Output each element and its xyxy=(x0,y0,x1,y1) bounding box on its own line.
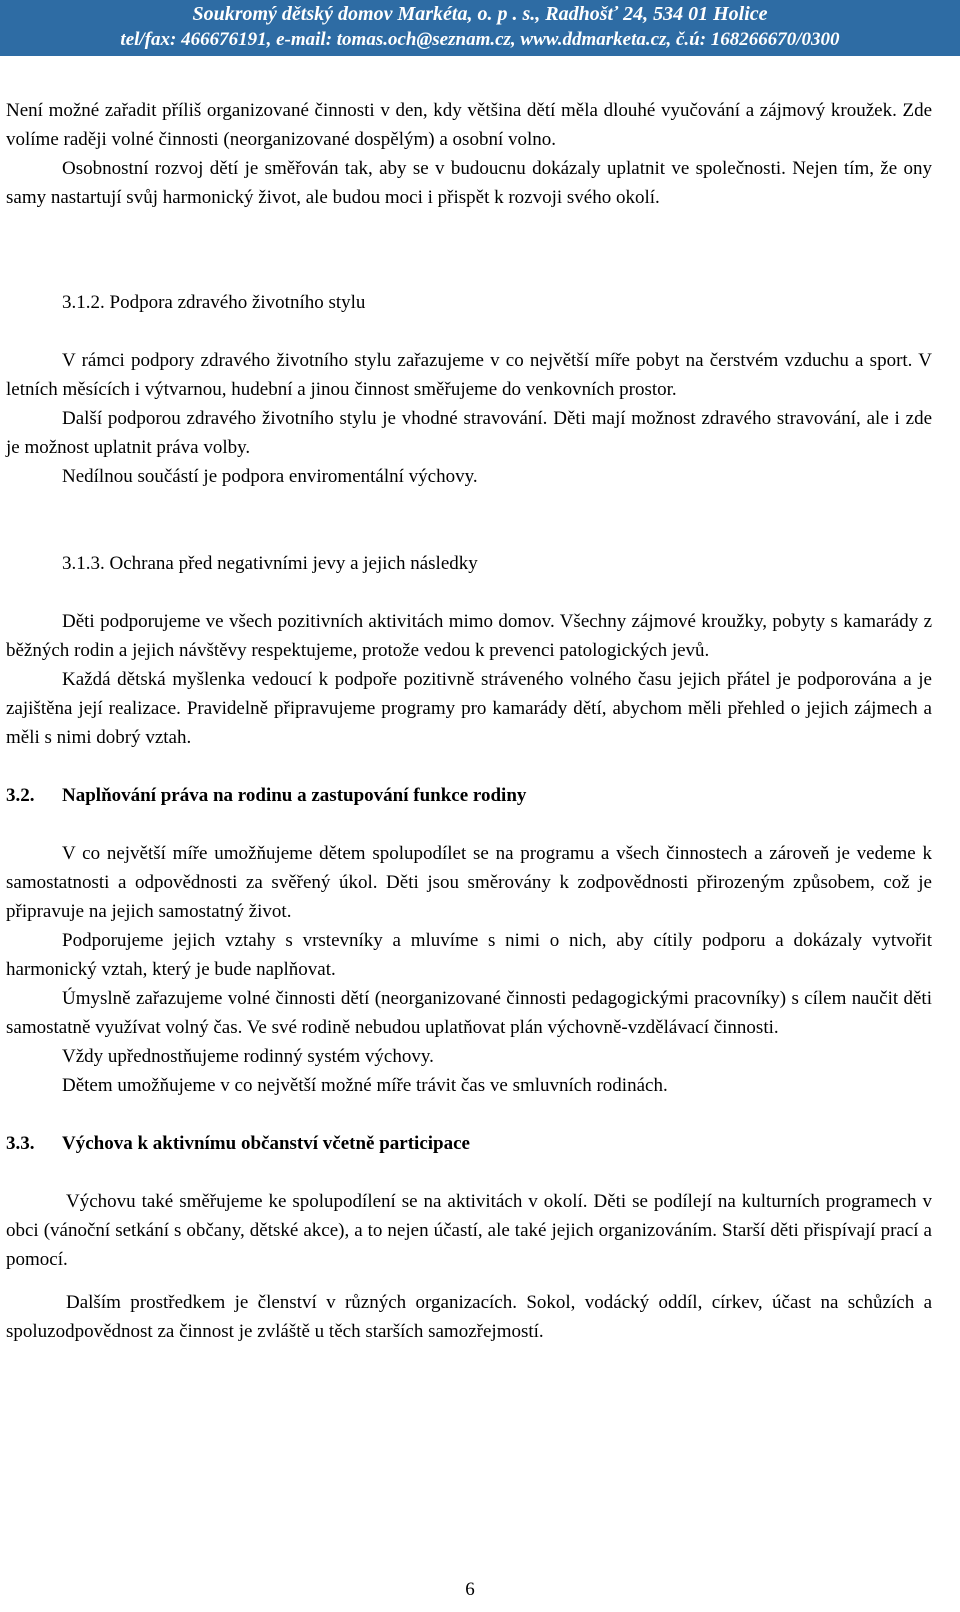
section-heading-3-1-2: 3.1.2. Podpora zdravého životního stylu xyxy=(62,292,366,313)
s32-paragraph-2: Podporujeme jejich vztahy s vrstevníky a mluvíme s nimi o nich, aby cítily podporu a dokázaly vytvořit harmonický vztah, který je bude naplňovat. xyxy=(6,930,932,980)
intro-paragraph-1: Není možné zařadit příliš organizované činnosti v den, kdy většina dětí měla dlouhé vyučování a zájmový kroužek. Zde volíme raději volné činnosti (neorganizované dospělým) a osobní volno. xyxy=(6,100,932,150)
page-number: 6 xyxy=(465,1579,475,1600)
section-number: 3.2. xyxy=(6,785,35,806)
s32-paragraph-4: Vždy upřednostňujeme rodinný systém výchovy. xyxy=(62,1046,434,1067)
section-title: Výchova k aktivnímu občanství včetně participace xyxy=(62,1133,470,1154)
s33-paragraph-1: Výchovu také směřujeme ke spolupodílení se na aktivitách v okolí. Děti se podílejí na kulturních programech v obci (vánoční setkání s občany, dětské akce), a to nejen účastí, ale také jejich organizováním. Starší děti přispívají prací a pomocí. xyxy=(6,1191,932,1270)
s313-paragraph-1: Děti podporujeme ve všech pozitivních aktivitách mimo domov. Všechny zájmové kroužky, pobyty s kamarády z běžných rodin a jejich návštěvy respektujeme, protože vedou k prevenci patologických jevů. xyxy=(6,611,932,661)
s313-paragraph-2: Každá dětská myšlenka vedoucí k podpoře pozitivně stráveného volného času jejich přátel je podporována a je zajištěna její realizace. Pravidelně připravujeme programy pro kamarády dětí, abychom měli přehled o jejich zájmech a měli s nimi dobrý vztah. xyxy=(6,669,932,748)
header-address: Soukromý dětský domov Markéta, o. p . s., Radhošť 24, 534 01 Holice xyxy=(192,3,768,25)
intro-paragraph-2: Osobnostní rozvoj dětí je směřován tak, aby se v budoucnu dokázaly uplatnit ve společnosti. Nejen tím, že ony samy nastartují svůj harmonický život, ale budou moci i přispět k rozvoji svého okolí. xyxy=(6,158,932,208)
s32-paragraph-1: V co největší míře umožňujeme dětem spolupodílet se na programu a všech činnostech a zároveň je vedeme k samostatnosti a odpovědnosti za svěřený úkol. Děti jsou směrovány k zodpovědnosti přirozeným způsobem, což je připravuje na jejich samostatný život. xyxy=(6,843,932,922)
section-heading-3-2 xyxy=(6,781,932,810)
document-body xyxy=(6,96,932,1346)
s32-paragraph-5: Dětem umožňujeme v co největší možné míře trávit čas ve smluvních rodinách. xyxy=(62,1075,668,1096)
page-header xyxy=(0,0,960,56)
section-heading-3-1-3: 3.1.3. Ochrana před negativními jevy a jejich následky xyxy=(62,553,478,574)
section-title: Naplňování práva na rodinu a zastupování funkce rodiny xyxy=(62,785,527,806)
s33-paragraph-2: Dalším prostředkem je členství v různých organizacích. Sokol, vodácký oddíl, církev, účast na schůzích a spoluzodpovědnost za činnost je zvláště u těch starších samozřejmostí. xyxy=(6,1292,932,1342)
s32-paragraph-3: Úmyslně zařazujeme volné činnosti dětí (neorganizované činnosti pedagogickými pracovníky) s cílem naučit děti samostatně využívat volný čas. Ve své rodině nebudou uplatňovat plán výchovně-vzdělávací činnosti. xyxy=(6,988,932,1038)
section-heading-3-3 xyxy=(6,1129,932,1158)
s312-paragraph-1: V rámci podpory zdravého životního stylu zařazujeme v co největší míře pobyt na čerstvém vzduchu a sport. V letních měsících i výtvarnou, hudební a jinou činnost směřujeme do venkovních prostor. xyxy=(6,350,932,400)
header-contact: tel/fax: 466676191, e-mail: tomas.och@seznam.cz, www.ddmarketa.cz, č.ú: 168266670/0300 xyxy=(120,29,840,50)
s312-paragraph-2: Další podporou zdravého životního stylu je vhodné stravování. Děti mají možnost zdravého stravování, ale i zde je možnost uplatnit práva volby. xyxy=(6,408,932,458)
s312-paragraph-3: Nedílnou součástí je podpora enviromentální výchovy. xyxy=(62,466,478,487)
section-number: 3.3. xyxy=(6,1133,35,1154)
